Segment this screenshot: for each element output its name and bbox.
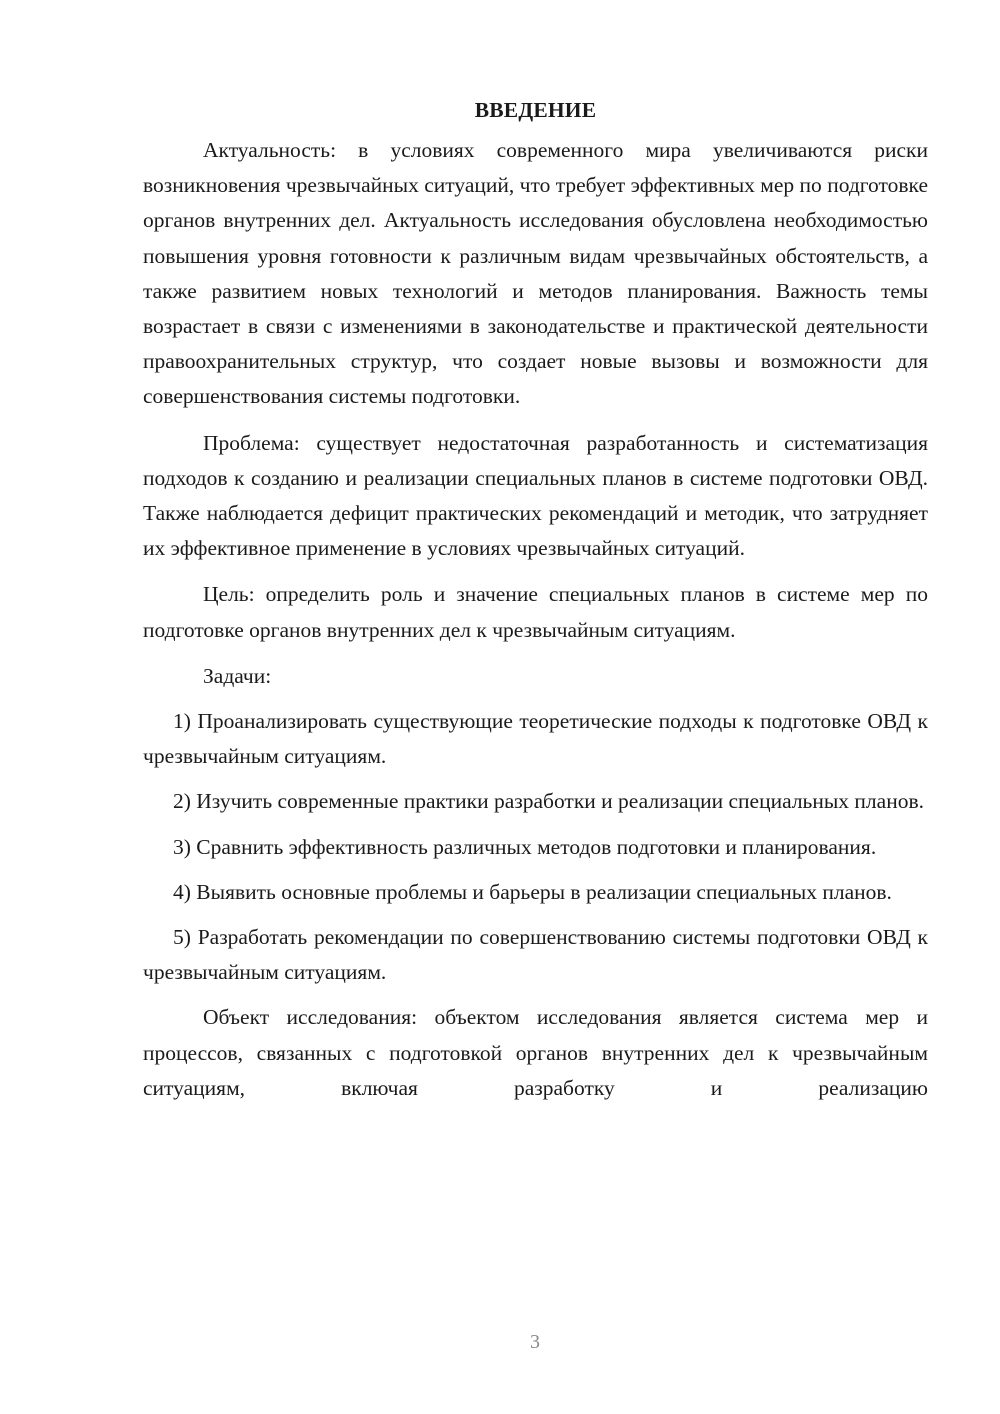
task-item-1: 1) Проанализировать существующие теоретические подходы к подготовке ОВД к чрезвычайным ситуациям. — [143, 709, 928, 769]
goal-paragraph: Цель: определить роль и значение специальных планов в системе мер по подготовке органов внутренних дел к чрезвычайным ситуациям. — [143, 582, 928, 642]
page-number: 3 — [530, 1331, 540, 1353]
object-paragraph: Объект исследования: объектом исследования является система мер и процессов, связанных с подготовкой органов внутренних дел к чрезвычайным ситуациям, включая разработку и реализацию — [143, 1005, 928, 1100]
problem-paragraph: Проблема: существует недостаточная разработанность и систематизация подходов к созданию и реализации специальных планов в системе подготовки ОВД. Также наблюдается дефицит практических рекомендаций и методик, что затрудняет их эффективное применение в условиях чрезвычайных ситуаций. — [143, 430, 928, 561]
tasks-label: Задачи: — [203, 663, 272, 688]
task-item-5: 5) Разработать рекомендации по совершенствованию системы подготовки ОВД к чрезвычайным ситуациям. — [143, 925, 928, 985]
section-heading: ВВЕДЕНИЕ — [474, 98, 597, 122]
document-body — [143, 93, 928, 1106]
task-item-4: 4) Выявить основные проблемы и барьеры в реализации специальных планов. — [173, 879, 892, 904]
task-item-3: 3) Сравнить эффективность различных методов подготовки и планирования. — [173, 834, 877, 859]
task-item-2: 2) Изучить современные практики разработки и реализации специальных планов. — [173, 789, 924, 814]
relevance-paragraph: Актуальность: в условиях современного мира увеличиваются риски возникновения чрезвычайных ситуаций, что требует эффективных мер по подготовке органов внутренних дел. Актуальность исследования обусловлена необходимостью повышения уровня готовности к различным видам чрезвычайных обстоятельств, а также развитием новых технологий и методов планирования. Важность темы возрастает в связи с изменениями в законодательстве и практической деятельности правоохранительных структур, что создает новые вызовы и возможности для совершенствования системы подготовки. — [143, 138, 928, 409]
